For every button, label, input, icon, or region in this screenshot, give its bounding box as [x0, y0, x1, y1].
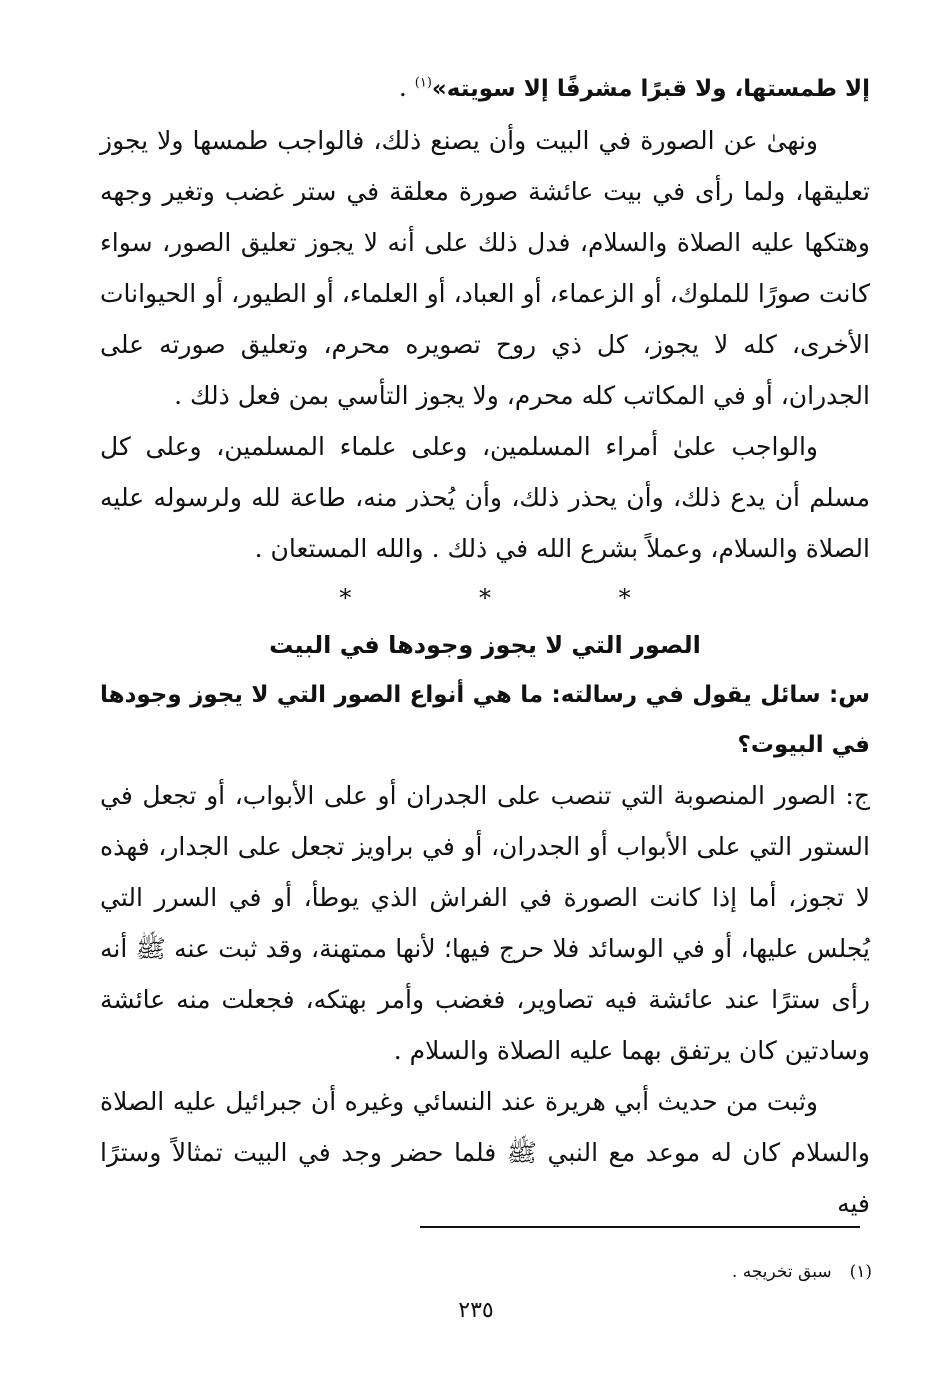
paragraph-prohibition: ونهىٰ عن الصورة في البيت وأن يصنع ذلك، فالواجب طمسها ولا يجوز تعليقها، ولما رأى في بيت عائشة صورة معلقة في ستر غضب وتغير وجهه وهتكها عليه الصلاة والسلام، فدل ذلك على أنه لا يجوز تعليق الصور، سواء كانت صورًا للملوك، أو الزعماء، أو العباد، أو العلماء، أو الطيور، أو الحيوانات الأخرى، كله لا يجوز، كل ذي روح تصويره محرم، وتعليق صورته على الجدران، أو في المكاتب كله محرم، ولا يجوز التأسي بمن فعل ذلك .: [100, 126, 870, 410]
page-number: ٢٣٥: [458, 1298, 494, 1323]
paragraph-quote-end: [100, 62, 870, 115]
section-heading: الصور التي لا يجوز وجودها في البيت: [269, 631, 701, 659]
answer-text: ج: الصور المنصوبة التي تنصب على الجدران أو على الأبواب، أو تجعل في الستور التي على الأبواب أو الجدران، أو في براويز تجعل على الجدار، فهذه لا تجوز، أما إذا كانت الصورة في الفراش الذي يوطأ، أو في السرر التي يُجلس عليها، أو في الوسائد فلا حرج فيها؛ لأنها ممتهنة، وقد ثبت عنه ﷺ أنه رأى سترًا عند عائشة فيه تصاوير، فغضب وأمر بهتكه، فجعلت منه عائشة وسادتين كان يرتفق بهما عليه الصلاة والسلام .: [100, 781, 870, 1065]
section-separator: * * *: [339, 584, 691, 612]
quote-text: إلا طمستها، ولا قبرًا مشرفًا إلا سويته»: [431, 76, 870, 102]
footnote-divider: [420, 1226, 860, 1228]
footnote-reference: (١): [414, 75, 432, 91]
footnote-number: (١): [849, 1262, 872, 1282]
page-body: [100, 62, 870, 1229]
paragraph-hadith: وثبت من حديث أبي هريرة عند النسائي وغيره أن جبرائيل عليه الصلاة والسلام كان له موعد مع النبي ﷺ فلما حضر وجد في البيت تمثالاً وسترًا فيه: [100, 1087, 870, 1218]
footnote: [732, 1262, 872, 1282]
paragraph-obligation: والواجب علىٰ أمراء المسلمين، وعلى علماء المسلمين، وعلى كل مسلم أن يدع ذلك، وأن يحذر ذلك، وأن يُحذر منه، طاعة لله ولرسوله عليه الصلاة والسلام، وعملاً بشرع الله في ذلك . والله المستعان .: [100, 432, 870, 563]
footnote-text: سبق تخريجه .: [731, 1262, 832, 1282]
question-text: س: سائل يقول في رسالته: ما هي أنواع الصور التي لا يجوز وجودها في البيوت؟: [100, 682, 870, 758]
quote-tail: .: [398, 73, 415, 102]
